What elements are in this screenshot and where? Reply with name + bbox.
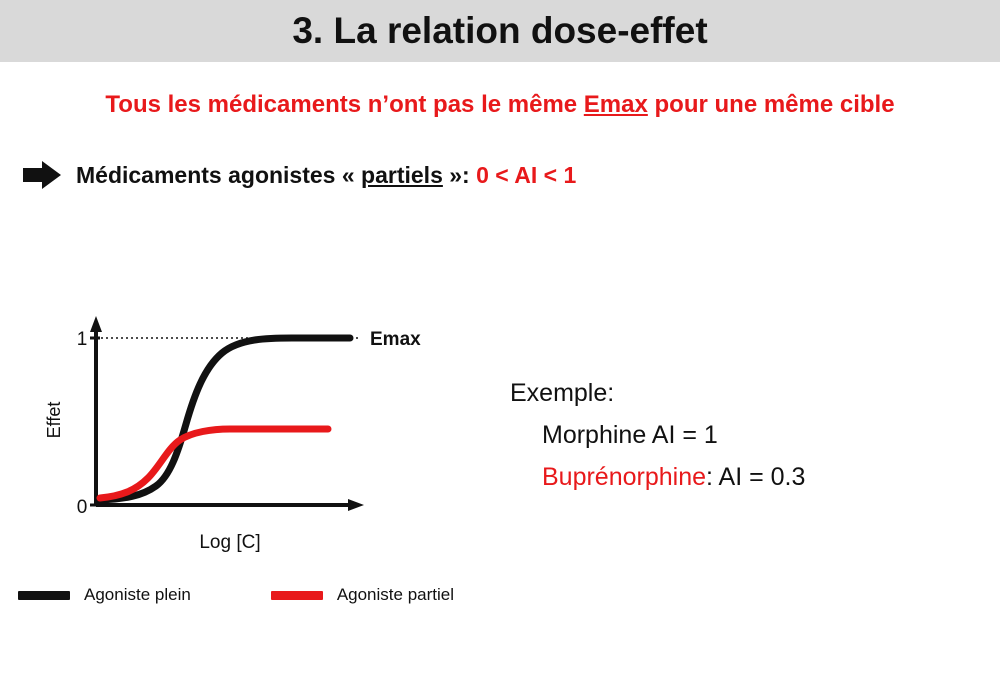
page-title: 3. La relation dose-effet [292, 10, 708, 51]
slide-title-bar [0, 0, 1000, 62]
chart-legend [18, 585, 454, 605]
chart-y-axis [90, 316, 102, 505]
legend-swatch-red-icon [271, 591, 323, 600]
example-drug-value: : AI = 0.3 [706, 463, 806, 491]
chart-xlabel: Log [C] [199, 532, 261, 553]
chart-x-axis [96, 499, 364, 511]
curve-agoniste-partiel [100, 429, 328, 498]
slide-subtitle [45, 88, 955, 122]
chart-ytick-label-0: 0 [76, 497, 88, 518]
bullet-ai-range-value: 0 < AI < 1 [476, 161, 577, 188]
legend-label-agoniste-partiel: Agoniste partiel [336, 585, 454, 604]
subtitle-emax-emphasis: Emax [583, 91, 648, 118]
legend-label-agoniste-plein: Agoniste plein [84, 585, 191, 604]
chart-ytick-label-1: 1 [76, 329, 88, 350]
example-block [510, 372, 805, 498]
arrow-right-icon [22, 160, 62, 190]
bullet-partial-agonists [22, 158, 1000, 192]
legend-swatch-black-icon [18, 591, 70, 600]
bullet-text-part1: Médicaments agonistes « [76, 161, 362, 188]
legend-item-agoniste-plein [18, 585, 191, 605]
bullet-text-part2: »: [442, 161, 477, 188]
example-heading: Exemple: [510, 379, 615, 407]
example-drug-name: Buprénorphine [542, 463, 707, 491]
legend-item-agoniste-partiel [271, 585, 454, 605]
chart-ylabel: Effet [44, 401, 64, 439]
chart-annotation-emax: Emax [370, 329, 421, 350]
bullet-partiels-emphasis: partiels [361, 161, 443, 188]
subtitle-text-part2: pour une même cible [647, 91, 895, 118]
bullet-label [76, 162, 576, 189]
example-line-buprenorphine [542, 456, 805, 498]
curve-agoniste-plein [100, 338, 350, 500]
dose-response-chart [30, 300, 470, 570]
example-line-morphine: Morphine AI = 1 [542, 421, 718, 449]
subtitle-text-part1: Tous les médicaments n’ont pas le même [105, 91, 584, 118]
